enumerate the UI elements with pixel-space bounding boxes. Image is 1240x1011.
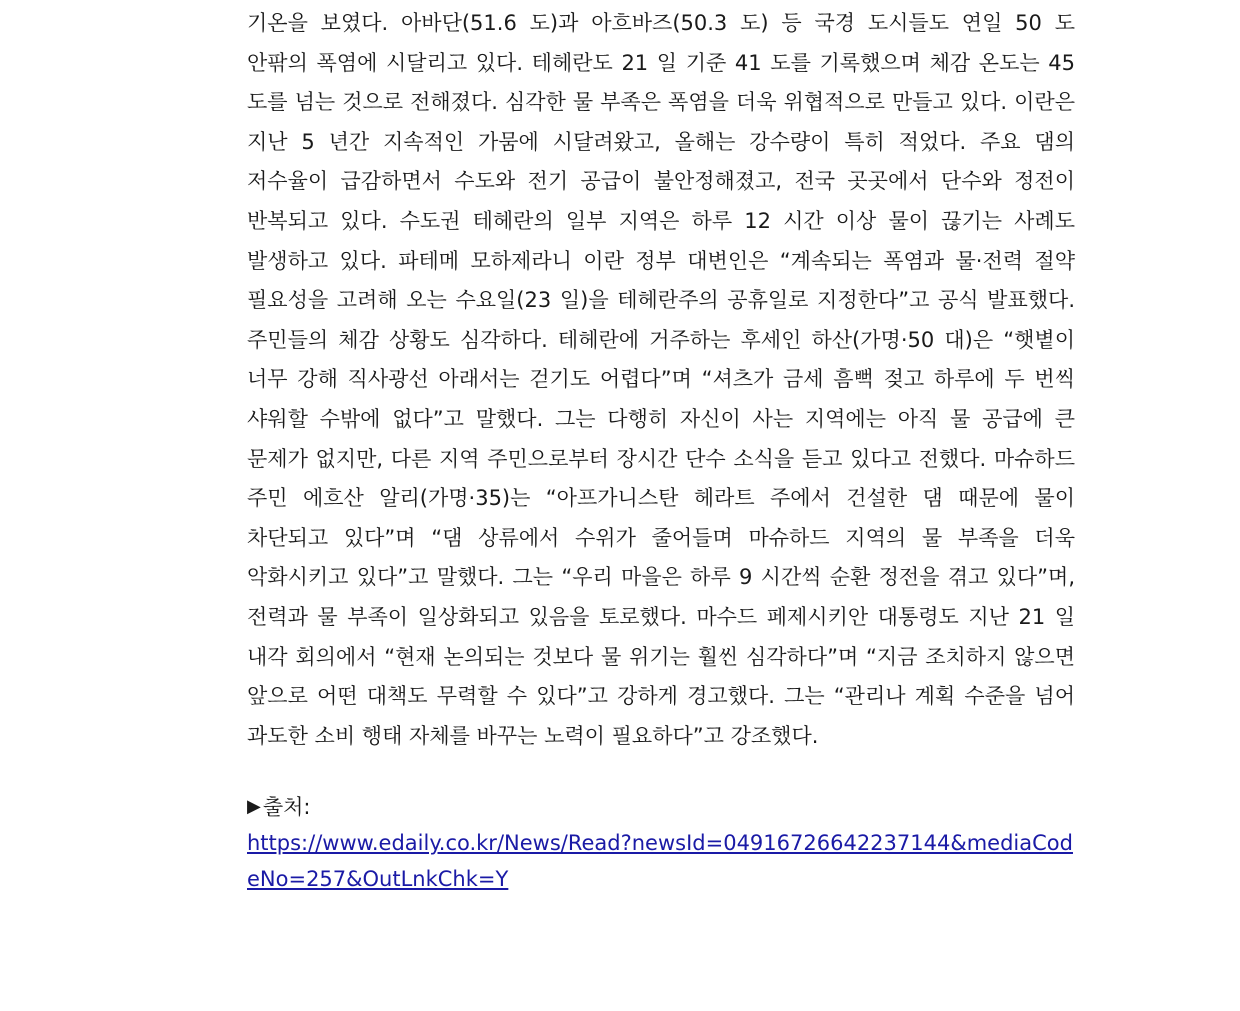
article	[247, 4, 1075, 897]
triangle-bullet-icon: ▶	[247, 796, 261, 818]
article-body-paragraph: 기온을 보였다. 아바단(51.6 도)과 아흐바즈(50.3 도) 등 국경 도시들도 연일 50 도 안팎의 폭염에 시달리고 있다. 테헤란도 21 일 기준 41 도를 기록했으며 체감 온도는 45 도를 넘는 것으로 전해졌다. 심각한 물 부족은 폭염을 더욱 위협적으로 만들고 있다. 이란은 지난 5 년간 지속적인 가뭄에 시달려왔고, 올해는 강수량이 특히 적었다. 주요 댐의 저수율이 급감하면서 수도와 전기 공급이 불안정해졌고, 전국 곳곳에서 단수와 정전이 반복되고 있다. 수도권 테헤란의 일부 지역은 하루 12 시간 이상 물이 끊기는 사례도 발생하고 있다. 파테메 모하제라니 이란 정부 대변인은 “계속되는 폭염과 물·전력 절약 필요성을 고려해 오는 수요일(23 일)을 테헤란주의 공휴일로 지정한다”고 공식 발표했다. 주민들의 체감 상황도 심각하다. 테헤란에 거주하는 후세인 하산(가명·50 대)은 “햇볕이 너무 강해 직사광선 아래서는 걷기도 어렵다”며 “셔츠가 금세 흠뻑 젖고 하루에 두 번씩 샤워할 수밖에 없다”고 말했다. 그는 다행히 자신이 사는 지역에는 아직 물 공급에 큰 문제가 없지만, 다른 지역 주민으로부터 장시간 단수 소식을 듣고 있다고 전했다. 마슈하드 주민 에흐산 알리(가명·35)는 “아프가니스탄 헤라트 주에서 건설한 댐 때문에 물이 차단되고 있다”며 “댐 상류에서 수위가 줄어들며 마슈하드 지역의 물 부족을 더욱 악화시키고 있다”고 말했다. 그는 “우리 마을은 하루 9 시간씩 순환 정전을 겪고 있다”며, 전력과 물 부족이 일상화되고 있음을 토로했다. 마수드 페제시키안 대통령도 지난 21 일 내각 회의에서 “현재 논의되는 것보다 물 위기는 훨씬 심각하다”며 “지금 조치하지 않으면 앞으로 어떤 대책도 무력할 수 있다”고 강하게 경고했다. 그는 “관리나 계획 수준을 넘어 과도한 소비 행태 자체를 바꾸는 노력이 필요하다”고 강조했다.	[247, 11, 1075, 748]
source-label: 출처:	[262, 795, 311, 820]
source-label-row	[247, 789, 1075, 825]
source-link[interactable]: https://www.edaily.co.kr/News/Read?newsId=04916726642237144&mediaCodeNo=257&OutLnkChk=Y	[247, 831, 1073, 892]
source-section	[247, 789, 1075, 897]
